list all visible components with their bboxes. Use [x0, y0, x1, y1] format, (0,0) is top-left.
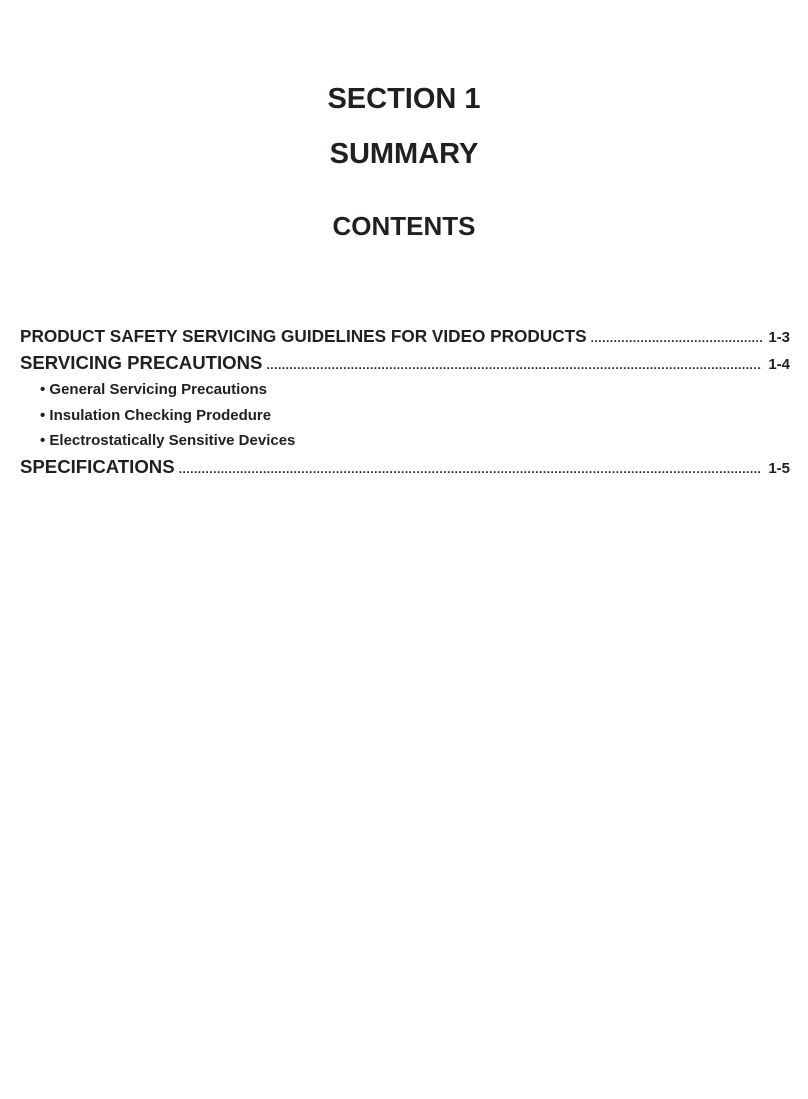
toc-entry-label: PRODUCT SAFETY SERVICING GUIDELINES FOR VIDEO PRODUCTS [20, 326, 587, 346]
table-of-contents [20, 326, 790, 480]
section-title: SECTION 1 [327, 83, 481, 115]
toc-subitem-insulation-checking[interactable]: • Insulation Checking Prodedure [40, 406, 272, 424]
toc-leader-dots [179, 462, 763, 476]
toc-entry-servicing-precautions[interactable] [20, 352, 790, 377]
toc-entry-product-safety[interactable] [20, 326, 790, 352]
toc-entry-specifications[interactable] [20, 456, 790, 480]
contents-title: CONTENTS [332, 211, 476, 241]
toc-leader-dots [266, 358, 762, 372]
summary-title: SUMMARY [329, 138, 479, 170]
toc-subitem-electrostatic-devices[interactable]: • Electrostatically Sensitive Devices [40, 432, 296, 449]
toc-entry-label: SERVICING PRECAUTIONS [20, 352, 263, 373]
toc-subitem-general-servicing[interactable]: • General Servicing Precautions [40, 381, 268, 398]
toc-entry-label: SPECIFICATIONS [20, 455, 175, 477]
toc-page-number: 1-5 [768, 459, 790, 477]
toc-page-number: 1-4 [768, 356, 790, 373]
toc-page-number: 1-3 [768, 329, 790, 346]
toc-leader-dots [591, 331, 763, 345]
